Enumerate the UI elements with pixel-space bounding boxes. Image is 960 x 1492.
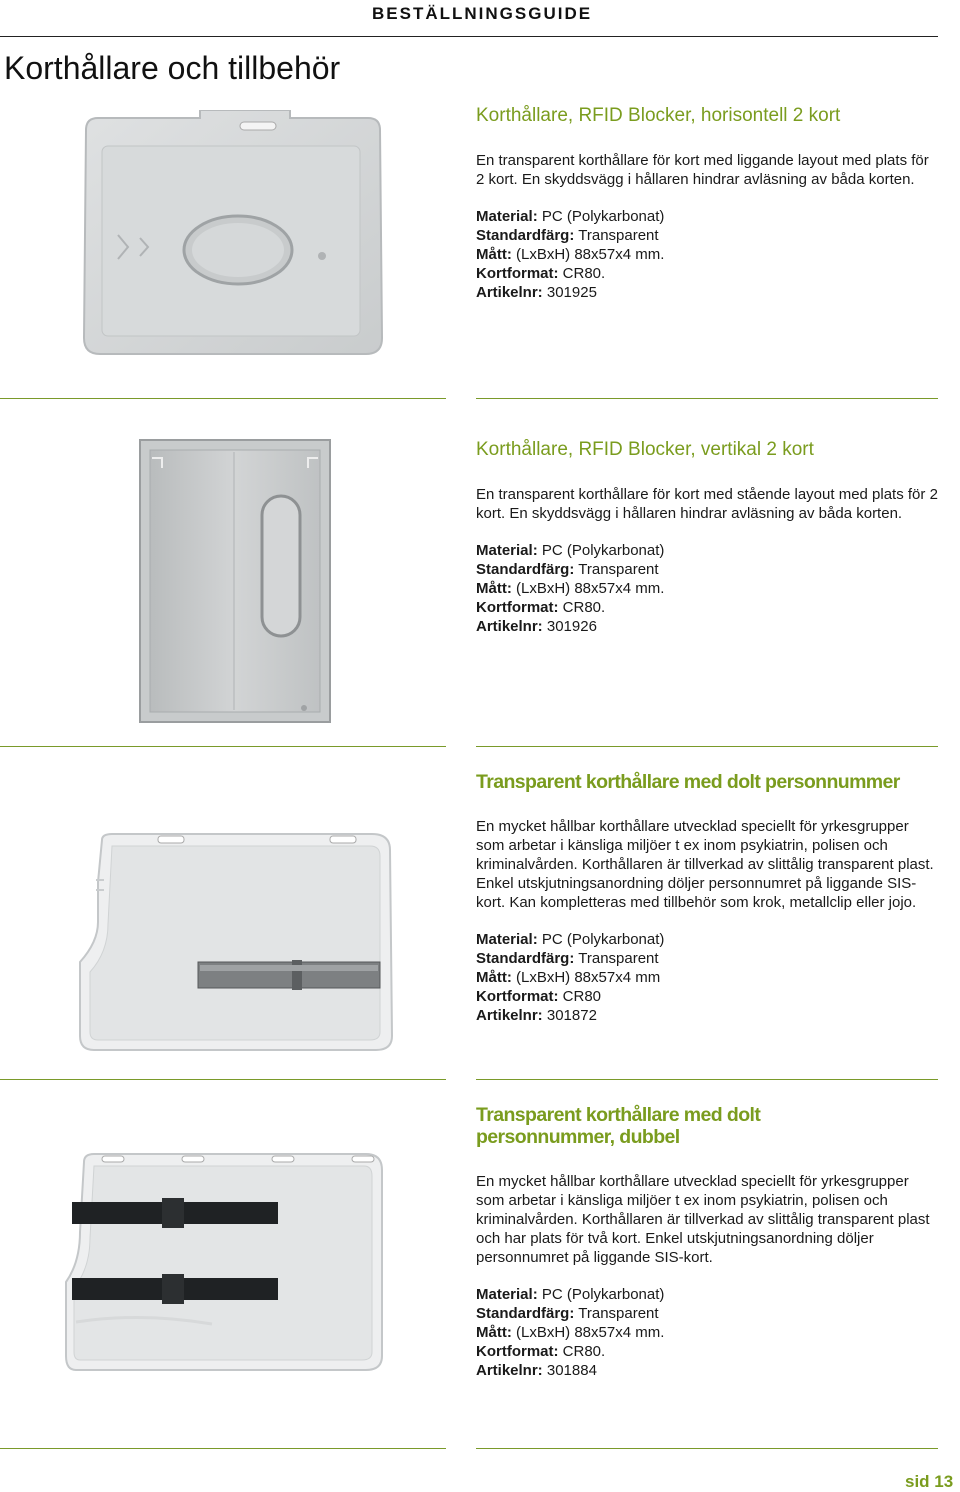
spec-size: [476, 1323, 938, 1342]
spec-label: Standardfärg:: [476, 561, 575, 578]
spec-format: [476, 1342, 938, 1361]
spec-label: Standardfärg:: [476, 1305, 575, 1322]
section-divider-left: [0, 746, 446, 747]
spec-format: [476, 598, 938, 617]
spec-value: Transparent: [578, 561, 659, 578]
product-image-vertical-rfid-holder: [138, 438, 333, 724]
spec-label: Artikelnr:: [476, 1007, 543, 1024]
spec-article: [476, 1006, 938, 1025]
spec-value: PC (Polykarbonat): [541, 931, 665, 948]
section-divider-left: [0, 398, 446, 399]
spec-value: (LxBxH) 88x57x4 mm.: [516, 1324, 665, 1341]
spec-label: Material:: [476, 1286, 538, 1303]
spec-label: Kortformat:: [476, 599, 559, 616]
product-description: En mycket hållbar korthållare utvecklad speciellt för yrkesgrupper som arbetar i känsliga miljöer t ex inom psykiatrin, polisen och kriminalvården. Korthållaren är tillverkad av slittålig transparent plast och har plats för två kort. Enkel utskjutningsanordning döljer personnumret på liggande SIS-kort.: [476, 1173, 930, 1266]
spec-label: Mått:: [476, 1324, 512, 1341]
spec-article: [476, 283, 938, 302]
spec-label: Artikelnr:: [476, 284, 543, 301]
header-rule: [0, 36, 938, 37]
product-image-horizontal-rfid-holder: [80, 110, 385, 360]
spec-value: Transparent: [578, 227, 659, 244]
spec-color: [476, 560, 938, 579]
product-image-hidden-id-holder: [72, 832, 398, 1054]
spec-label: Mått:: [476, 580, 512, 597]
product-section-vertical-rfid: [476, 439, 938, 636]
spec-value: Transparent: [578, 1305, 659, 1322]
spec-value: PC (Polykarbonat): [541, 1286, 665, 1303]
product-specs: [476, 1285, 938, 1380]
spec-size: [476, 579, 938, 598]
section-divider-right: [476, 1448, 938, 1449]
product-specs: [476, 541, 938, 636]
spec-label: Kortformat:: [476, 988, 559, 1005]
spec-format: [476, 987, 938, 1006]
spec-color: [476, 1304, 938, 1323]
spec-label: Standardfärg:: [476, 950, 575, 967]
product-specs: [476, 207, 938, 302]
spec-value: Transparent: [578, 950, 659, 967]
spec-value: CR80.: [562, 265, 606, 282]
spec-value: CR80.: [562, 599, 606, 616]
spec-label: Artikelnr:: [476, 1362, 543, 1379]
spec-label: Mått:: [476, 969, 512, 986]
product-title: Korthållare, RFID Blocker, horisontell 2 kort: [476, 105, 841, 126]
spec-value: (LxBxH) 88x57x4 mm.: [516, 580, 665, 597]
header-guide-label: BESTÄLLNINGSGUIDE: [372, 4, 593, 23]
spec-format: [476, 264, 938, 283]
spec-value: 301884: [546, 1362, 597, 1379]
spec-label: Kortformat:: [476, 1343, 559, 1360]
product-section-horizontal-rfid: [476, 105, 938, 302]
product-title: Transparent korthållare med dolt personnummer, dubbel: [476, 1104, 761, 1148]
spec-material: [476, 207, 938, 226]
spec-color: [476, 226, 938, 245]
spec-material: [476, 930, 938, 949]
spec-size: [476, 245, 938, 264]
spec-value: CR80: [562, 988, 602, 1005]
spec-value: (LxBxH) 88x57x4 mm.: [516, 246, 665, 263]
section-divider-right: [476, 746, 938, 747]
spec-label: Artikelnr:: [476, 618, 543, 635]
spec-value: CR80.: [562, 1343, 606, 1360]
page-number: sid 13: [905, 1472, 954, 1491]
spec-label: Material:: [476, 542, 538, 559]
spec-value: PC (Polykarbonat): [541, 208, 665, 225]
spec-value: PC (Polykarbonat): [541, 542, 665, 559]
product-specs: [476, 930, 938, 1025]
spec-size: [476, 968, 938, 987]
section-divider-right: [476, 1079, 938, 1080]
section-divider-right: [476, 398, 938, 399]
product-image-double-hidden-id-holder: [62, 1152, 386, 1372]
spec-label: Standardfärg:: [476, 227, 575, 244]
spec-label: Mått:: [476, 246, 512, 263]
spec-label: Kortformat:: [476, 265, 559, 282]
spec-value: (LxBxH) 88x57x4 mm: [516, 969, 661, 986]
product-title: Korthållare, RFID Blocker, vertikal 2 kort: [476, 439, 814, 460]
spec-color: [476, 949, 938, 968]
spec-material: [476, 541, 938, 560]
page-title: Korthållare och tillbehör: [4, 50, 341, 86]
spec-value: 301872: [546, 1007, 597, 1024]
product-description: En mycket hållbar korthållare utvecklad speciellt för yrkesgrupper som arbetar i känsliga miljöer t ex inom psykiatrin, polisen och kriminalvården. Korthållaren är tillverkad av slittålig transparent plast. Enkel utskjutningsanordning döljer personnumret på liggande SIS-kort. Kan kompletteras med tillbehör som krok, metallclip eller jojo.: [476, 818, 934, 911]
product-title: Transparent korthållare med dolt personnummer: [476, 771, 900, 793]
spec-value: 301926: [546, 618, 597, 635]
spec-article: [476, 617, 938, 636]
spec-value: 301925: [546, 284, 597, 301]
product-section-double-hidden-id: [476, 1104, 938, 1380]
spec-label: Material:: [476, 208, 538, 225]
product-section-hidden-id: [476, 771, 938, 1025]
spec-label: Material:: [476, 931, 538, 948]
product-description: En transparent korthållare för kort med stående layout med plats för 2 kort. En skyddsvägg i hållaren hindrar avläsning av båda korten.: [476, 486, 938, 522]
spec-material: [476, 1285, 938, 1304]
spec-article: [476, 1361, 938, 1380]
section-divider-left: [0, 1448, 446, 1449]
section-divider-left: [0, 1079, 446, 1080]
product-description: En transparent korthållare för kort med liggande layout med plats för 2 kort. En skyddsvägg i hållaren hindrar avläsning av båda korten.: [476, 152, 929, 188]
